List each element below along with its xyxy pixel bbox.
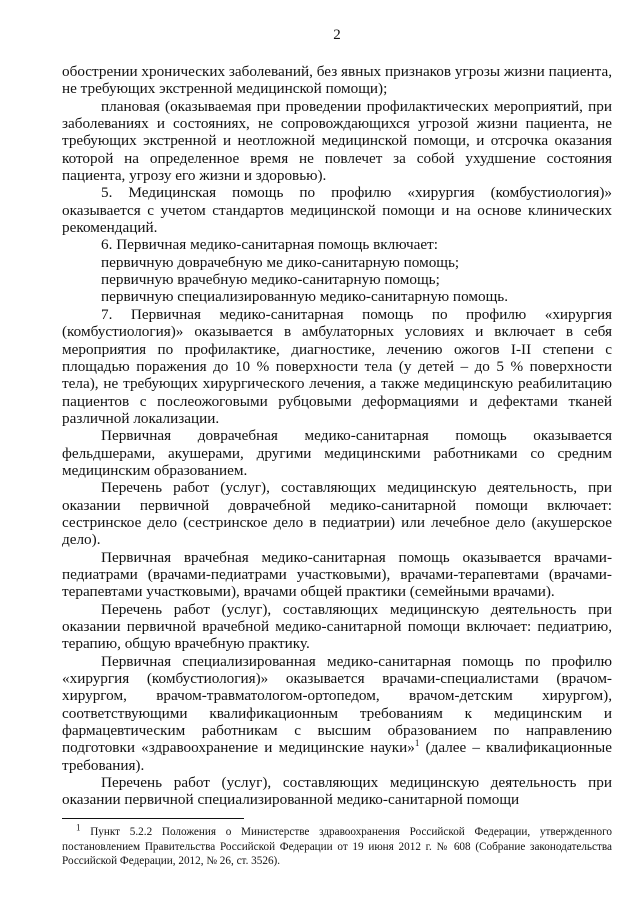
- paragraph-1: обострении хронических заболеваний, без явных признаков угрозы жизни пациента, не требующих экстренной медицинской помощи);: [62, 63, 612, 98]
- footnote-area: [62, 818, 612, 869]
- footnote-divider: [62, 818, 244, 819]
- paragraph-13: [62, 653, 612, 774]
- page-number: 2: [333, 27, 341, 43]
- paragraph-4: 6. Первичная медико-санитарная помощь включает:: [101, 236, 439, 254]
- paragraph-10: Перечень работ (услуг), составляющих медицинскую деятельность, при оказании первичной доврачебной медико-санитарной помощи включает: сестринское дело (сестринское дело в педиатрии) или лечебное дело (акушерское дело).: [62, 479, 612, 549]
- paragraph-11: Первичная врачебная медико-санитарная помощь оказывается врачами-педиатрами (врачами-педиатрами участковыми), врачами-терапевтами (врачами-терапевтами участковыми), врачами общей практики (семейными врачами).: [62, 548, 612, 601]
- paragraph-13-text: Первичная специализированная медико-санитарная помощь по профилю «хирургия (комбустиология)» оказывается врачами-специалистами (врачом-хирургом, врачом-травматологом-ортопедом, врачом-детским хирургом), соответствующими квалификационным требованиям к медицинским и фармацевтическим работникам с высшим образованием по направлению подготовки «здравоохранение и медицинские науки»: [62, 652, 612, 757]
- paragraph-8: 7. Первичная медико-санитарная помощь по профилю «хирургия (комбустиология)» оказывается в амбулаторных условиях и включает в себя мероприятия по профилактике, диагностике, лечению ожогов I-II степени с площадью поражения до 10 % поверхности тела (у детей – до 5 % поверхности тела), не требующих хирургического лечения, а также медицинскую реабилитацию пациентов с послеожоговыми рубцовыми деформациями и дефектами тканей различной локализации.: [62, 305, 612, 427]
- paragraph-6: первичную врачебную медико-санитарную помощь;: [101, 271, 440, 289]
- paragraph-7: первичную специализированную медико-санитарную помощь.: [101, 288, 508, 306]
- footnote-text: Пункт 5.2.2 Положения о Министерстве здравоохранения Российской Федерации, утвержденного постановлением Правительства Российской Федерации от 19 июня 2012 г. № 608 (Собрание законодательства Российской Федерации, 2012, № 26, ст. 3526).: [62, 826, 612, 867]
- body-text: [62, 63, 612, 809]
- paragraph-2: плановая (оказываемая при проведении профилактических мероприятий, при заболеваниях и состояниях, не сопровождающихся угрозой жизни пациента, не требующих экстренной и неотложной медицинской помощи, и отсрочка оказания которой на определенное время не повлечет за собой ухудшение состояния пациента, угрозу его жизни и здоровью).: [62, 97, 612, 185]
- paragraph-12: Перечень работ (услуг), составляющих медицинскую деятельность при оказании первичной врачебной медико-санитарной помощи включает: педиатрию, терапию, общую врачебную практику.: [62, 600, 612, 653]
- footnote: [62, 822, 612, 869]
- paragraph-14: Перечень работ (услуг), составляющих медицинскую деятельность при оказании первичной специализированной медико-санитарной помощи: [62, 774, 612, 809]
- footnote-reference: 1: [414, 738, 420, 749]
- paragraph-5: первичную доврачебную ме дико-санитарную помощь;: [101, 253, 460, 271]
- footnote-marker: 1: [76, 822, 81, 833]
- paragraph-3: 5. Медицинская помощь по профилю «хирургия (комбустиология)» оказывается с учетом стандартов медицинской помощи и на основе клинических рекомендаций.: [62, 184, 612, 237]
- paragraph-13-after: (далее – квалификационные требования).: [62, 739, 613, 774]
- paragraph-9: Первичная доврачебная медико-санитарная помощь оказывается фельдшерами, акушерами, другими медицинскими работниками со средним медицинским образованием.: [62, 427, 612, 479]
